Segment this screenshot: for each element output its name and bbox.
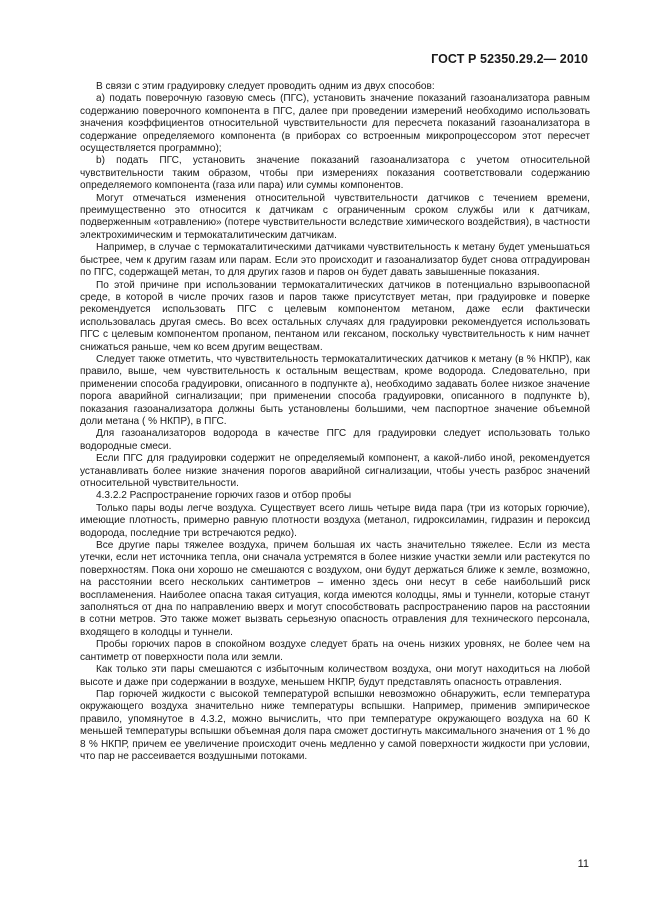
paragraph: Например, в случае с термокаталитическими датчиками чувствительность к метану будет уменьшаться быстрее, чем к другим газам или парам. Если это происходит и газоанализатор будет снова отградуирован по ПГС, содержащей метан, то для других газов и паров он будет давать завышенные показания. [80,242,590,279]
document-body [80,81,590,763]
paragraph: Пар горючей жидкости с высокой температурой вспышки невозможно обнаружить, если температура окружающего воздуха значительно ниже температуры вспышки. Например, применив эмпирическое правило, упомянутое в 4.3.2, можно вычислить, что при температуре окружающего воздуха на 60 К меньшей температуры вспышки объемная доля пара сможет достигнуть максимального значения от 1 % до 8 % НКПР, причем ее увеличение происходит очень медленно у самой поверхности жидкости при условии, что пар не рассеивается воздушными потоками. [80,688,590,762]
section-heading: 4.3.2.2 Распространение горючих газов и отбор пробы [96,490,352,502]
paragraph: Могут отмечаться изменения относительной чувствительности датчиков с течением времени, преимущественно это относится к датчикам с ограниченным сроком службы или к датчикам, подверженным «отравлению» (потере чувствительности вследствие химического воздействия), в частности электрохимическим и термокаталитическим датчикам. [80,192,590,241]
paragraph: Только пары воды легче воздуха. Существует всего лишь четыре вида пара (три из которых горючие), имеющие плотность, примерно равную плотности воздуха (метанол, гидроксиламин, гидразин и пероксид водорода, последние три встречаются редко). [80,502,590,539]
paragraph: Следует также отметить, что чувствительность термокаталитических датчиков к метану (в % НКПР), как правило, выше, чем чувствительность к остальным веществам, кроме водорода. Следовательно, при применении способа градуировки, описанного в подпункте а), необходимо задавать более низкое значение порога аварийной сигнализации; при применении способа градуировки, описанного в подпункте b), показания газоанализатора должны быть установлены большими, чем паспортное значение объемной доли метана ( % НКПР), в ПГС. [80,353,590,427]
paragraph: Все другие пары тяжелее воздуха, причем большая их часть значительно тяжелее. Если из места утечки, если нет источника тепла, они сначала устремятся в более низкие участки земли или растекутся по поверхностям. Пока они хорошо не смешаются с воздухом, они будут держаться ближе к земле, возможно, на расстоянии всего нескольких сантиметров – именно здесь они несут в себе наибольший риск воспламенения. Наиболее опасна такая ситуация, когда имеются колодцы, ямы и туннели, которые станут заполняться от дна по направлению вверх и могут способствовать распространению паров на расстоянии в сотни метров. Это также может вызвать серьезную опасность отравления для технического персонала, входящего в колодцы и туннели. [80,540,590,638]
page-number: 11 [577,858,589,870]
paragraph: Как только эти пары смешаются с избыточным количеством воздуха, они могут находиться на любой высоте и даже при содержании в воздухе, меньшем НКПР, будут представлять опасность отравления. [80,664,590,688]
paragraph: b) подать ПГС, установить значение показаний газоанализатора с учетом относительной чувствительности таким образом, чтобы при измерениях показания соответствовали содержанию определяемого компонента (газа или пара) или суммы компонентов. [80,155,590,192]
paragraph: а) подать поверочную газовую смесь (ПГС), установить значение показаний газоанализатора равным содержанию поверочного компонента в ПГС, далее при проведении измерений необходимо использовать значения коэффициентов относительной чувствительности для пересчета показаний газоанализатора в содержание определяемого компонента (в приборах со встроенным микропроцессором этот пересчет осуществляется программно); [80,93,590,155]
paragraph: Пробы горючих паров в спокойном воздухе следует брать на очень низких уровнях, не более чем на сантиметр от поверхности пола или земли. [80,639,590,663]
document-header: ГОСТ Р 52350.29.2— 2010 [431,52,588,66]
paragraph: По этой причине при использовании термокаталитических датчиков в потенциально взрывоопасной среде, в которой в числе прочих газов и паров также присутствует метан, при градуировке и поверке рекомендуется использовать ПГС с целевым компонентом метаном, даже если фактически использовалась другая смесь. Во всех остальных случаях для градуировки рекомендуется использовать ПГС с целевым компонентом пропаном, пентаном или гексаном, поскольку чувствительность к ним начнет снижаться раньше, чем ко всем другим веществам. [80,279,590,353]
paragraph: Для газоанализаторов водорода в качестве ПГС для градуировки следует использовать только водородные смеси. [80,428,590,452]
paragraph: Если ПГС для градуировки содержит не определяемый компонент, а какой-либо иной, рекомендуется устанавливать более низкие значения порогов аварийной сигнализации, чтобы учесть разброс значений относительной чувствительности. [80,453,590,489]
paragraph: В связи с этим градуировку следует проводить одним из двух способов: [96,81,435,92]
